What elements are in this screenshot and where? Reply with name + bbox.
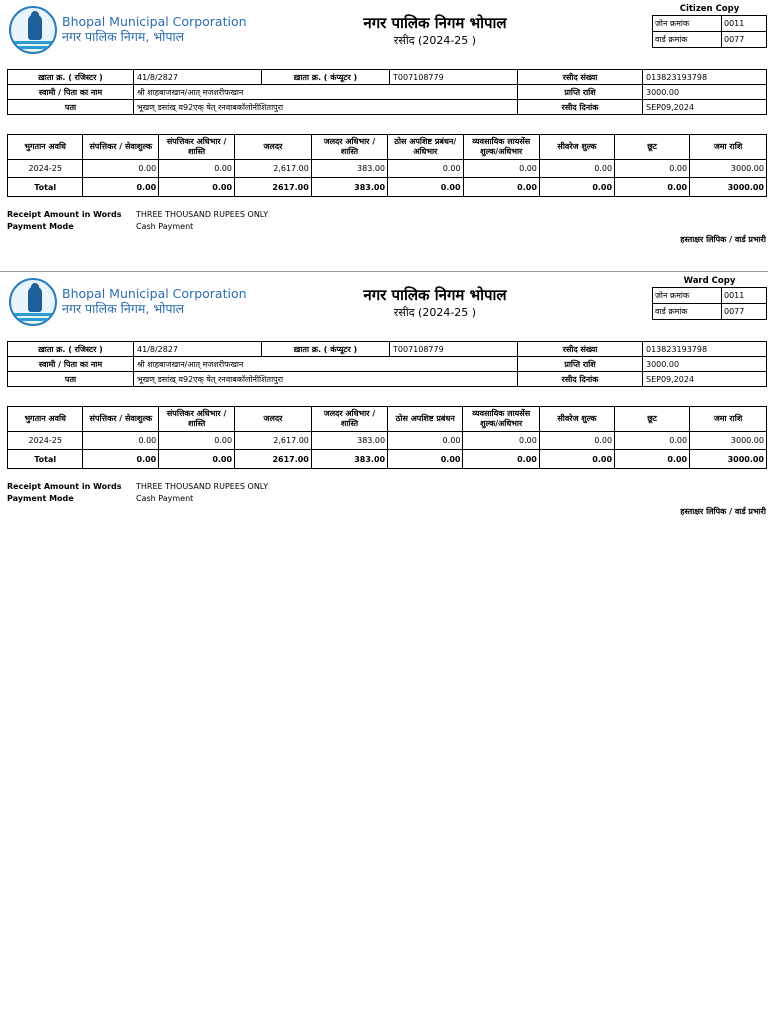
amount-words-label: Receipt Amount in Words: [7, 210, 122, 219]
logo-text-en: Bhopal Municipal Corporation: [62, 286, 247, 301]
total-cell: 0.00: [83, 450, 159, 469]
computer-account-label: ख़ाता क्र. ( कंप्यूटर ): [262, 70, 390, 85]
logo-text-en: Bhopal Municipal Corporation: [62, 14, 247, 29]
receipt-date-label: रसीद दिनांक: [518, 100, 643, 115]
header-cell: व्यवसायिक लायसेंस शुल्क/अधिभार: [463, 135, 539, 160]
cell: 2,617.00: [235, 432, 312, 450]
amount-value: 3000.00: [643, 85, 767, 100]
cell: 383.00: [311, 432, 387, 450]
total-cell: 0.00: [388, 450, 463, 469]
total-cell: 0.00: [615, 178, 690, 197]
cell: 0.00: [159, 432, 235, 450]
total-label: Total: [8, 450, 83, 469]
header-row: [8, 135, 767, 160]
cell: 0.00: [83, 432, 159, 450]
total-cell: 0.00: [83, 178, 159, 197]
emblem-icon: [9, 278, 57, 326]
ward-label: वार्ड क्रमांक: [653, 32, 722, 48]
register-account-label: ख़ाता क्र. ( रजिस्टर ): [8, 70, 134, 85]
payment-table: [7, 406, 767, 469]
cell: 3000.00: [690, 160, 767, 178]
total-cell: 383.00: [311, 178, 387, 197]
header-cell: सीवरेज शुल्क: [539, 407, 614, 432]
receipt-title: नगर पालिक निगम भोपाल: [363, 286, 507, 304]
address-value: भूखण् डसांख् य92एक् षेत् रनवाबकॉलोनीशितापुरा: [134, 372, 518, 387]
total-cell: 0.00: [539, 178, 614, 197]
cell: 2024-25: [8, 432, 83, 450]
receipt-number-label: रसीद संख्या: [518, 342, 643, 357]
header-cell: भुगतान अवधि: [8, 407, 83, 432]
total-cell: 0.00: [463, 178, 539, 197]
receipt-date-label: रसीद दिनांक: [518, 372, 643, 387]
header-cell: संपत्तिकर अधिभार / शास्ति: [159, 135, 235, 160]
zone-label: ज़ोन क्रमांक: [653, 16, 722, 32]
receipt-number-value: 013823193798: [643, 342, 767, 357]
total-cell: 0.00: [539, 450, 614, 469]
computer-account-value: T007108779: [390, 70, 518, 85]
zone-value: 0011: [722, 16, 767, 32]
total-cell: 383.00: [311, 450, 387, 469]
payment-mode-value: Cash Payment: [136, 494, 194, 503]
total-row: [8, 178, 767, 197]
cell: 0.00: [615, 432, 690, 450]
owner-name-label: स्वामी / पिता का नाम: [8, 357, 134, 372]
cell: 0.00: [388, 160, 464, 178]
computer-account-label: ख़ाता क्र. ( कंप्यूटर ): [262, 342, 390, 357]
header-cell: जलदर अधिभार / शास्ति: [311, 135, 387, 160]
address-label: पता: [8, 372, 134, 387]
receipt-title: नगर पालिक निगम भोपाल: [363, 14, 507, 32]
header-cell: ठोस अपशिष्ट प्रबंधन: [388, 407, 463, 432]
payment-table: [7, 134, 767, 197]
zone-value: 0011: [722, 288, 767, 304]
cell: 0.00: [388, 432, 463, 450]
logo-text-hi: नगर पालिक निगम, भोपाल: [62, 301, 185, 316]
ward-label: वार्ड क्रमांक: [653, 304, 722, 320]
total-row: [8, 450, 767, 469]
register-account-value: 41/8/2827: [134, 342, 262, 357]
receipt-subtitle: रसीद (2024-25 ): [393, 306, 477, 319]
computer-account-value: T007108779: [390, 342, 518, 357]
total-cell: 3000.00: [690, 450, 767, 469]
zone-ward-table: [652, 15, 767, 48]
header-row: [8, 407, 767, 432]
table-row: [8, 160, 767, 178]
total-cell: 0.00: [159, 450, 235, 469]
total-label: Total: [8, 178, 83, 197]
register-account-value: 41/8/2827: [134, 70, 262, 85]
cell: 0.00: [463, 432, 539, 450]
receipt-number-value: 013823193798: [643, 70, 767, 85]
header-cell: भुगतान अवधि: [8, 135, 83, 160]
amount-label: प्राप्ति राशि: [518, 357, 643, 372]
header-cell: जलदर: [235, 135, 312, 160]
total-cell: 2617.00: [235, 178, 312, 197]
cell: 2,617.00: [235, 160, 312, 178]
cell: 0.00: [539, 160, 614, 178]
receipt-date-value: SEP09,2024: [643, 100, 767, 115]
address-value: भूखण् डसांख् य92एक् षेत् रनवाबकॉलोनीशितापुरा: [134, 100, 518, 115]
copy-type-label: Ward Copy: [683, 276, 736, 286]
signature-label: हस्ताक्षर लिपिक / वार्ड प्रभारी: [680, 235, 766, 244]
signature-label: हस्ताक्षर लिपिक / वार्ड प्रभारी: [680, 507, 766, 516]
account-info-table: [7, 69, 767, 115]
header-cell: ठोस अपशिष्ट प्रबंधन/अधिभार: [388, 135, 464, 160]
copy-divider: [0, 271, 768, 272]
table-row: [8, 432, 767, 450]
ward-value: 0077: [722, 32, 767, 48]
receipt-subtitle: रसीद (2024-25 ): [393, 34, 477, 47]
cell: 3000.00: [690, 432, 767, 450]
address-label: पता: [8, 100, 134, 115]
payment-mode-label: Payment Mode: [7, 494, 74, 503]
register-account-label: ख़ाता क्र. ( रजिस्टर ): [8, 342, 134, 357]
header-cell: जमा राशि: [690, 407, 767, 432]
receipt-date-value: SEP09,2024: [643, 372, 767, 387]
receipt-number-label: रसीद संख्या: [518, 70, 643, 85]
payment-mode-value: Cash Payment: [136, 222, 194, 231]
amount-value: 3000.00: [643, 357, 767, 372]
total-cell: 0.00: [159, 178, 235, 197]
zone-ward-table: [652, 287, 767, 320]
payment-mode-label: Payment Mode: [7, 222, 74, 231]
cell: 0.00: [615, 160, 690, 178]
total-cell: 2617.00: [235, 450, 312, 469]
amount-label: प्राप्ति राशि: [518, 85, 643, 100]
zone-label: ज़ोन क्रमांक: [653, 288, 722, 304]
cell: 0.00: [463, 160, 539, 178]
bmc-logo: [9, 278, 247, 328]
cell: 0.00: [159, 160, 235, 178]
amount-words-value: THREE THOUSAND RUPEES ONLY: [136, 482, 269, 491]
logo-text-hi: नगर पालिक निगम, भोपाल: [62, 29, 185, 44]
header-cell: छूट: [615, 407, 690, 432]
header-cell: संपत्तिकर / सेवाशुल्क: [83, 407, 159, 432]
account-info-table: [7, 341, 767, 387]
header-cell: संपत्तिकर / सेवाशुल्क: [83, 135, 159, 160]
emblem-icon: [9, 6, 57, 54]
copy-type-label: Citizen Copy: [679, 4, 740, 14]
amount-words-label: Receipt Amount in Words: [7, 482, 122, 491]
header-cell: जलदर अधिभार / शास्ति: [311, 407, 387, 432]
header-cell: जलदर: [235, 407, 312, 432]
ward-value: 0077: [722, 304, 767, 320]
owner-name-label: स्वामी / पिता का नाम: [8, 85, 134, 100]
owner-name-value: श्री शाहबाजखान/आत् मजशरीफखान: [134, 357, 518, 372]
amount-words-value: THREE THOUSAND RUPEES ONLY: [136, 210, 269, 219]
cell: 0.00: [83, 160, 159, 178]
cell: 383.00: [311, 160, 387, 178]
header-cell: व्यवसायिक लायसेंस शुल्क/अधिभार: [463, 407, 539, 432]
cell: 0.00: [539, 432, 614, 450]
header-cell: जमा राशि: [690, 135, 767, 160]
owner-name-value: श्री शाहबाजखान/आत् मजशरीफखान: [134, 85, 518, 100]
header-cell: छूट: [615, 135, 690, 160]
bmc-logo: [9, 6, 247, 56]
header-cell: संपत्तिकर अधिभार / शास्ति: [159, 407, 235, 432]
total-cell: 0.00: [615, 450, 690, 469]
cell: 2024-25: [8, 160, 83, 178]
header-cell: सीवरेज शुल्क: [539, 135, 614, 160]
total-cell: 0.00: [388, 178, 464, 197]
total-cell: 0.00: [463, 450, 539, 469]
total-cell: 3000.00: [690, 178, 767, 197]
